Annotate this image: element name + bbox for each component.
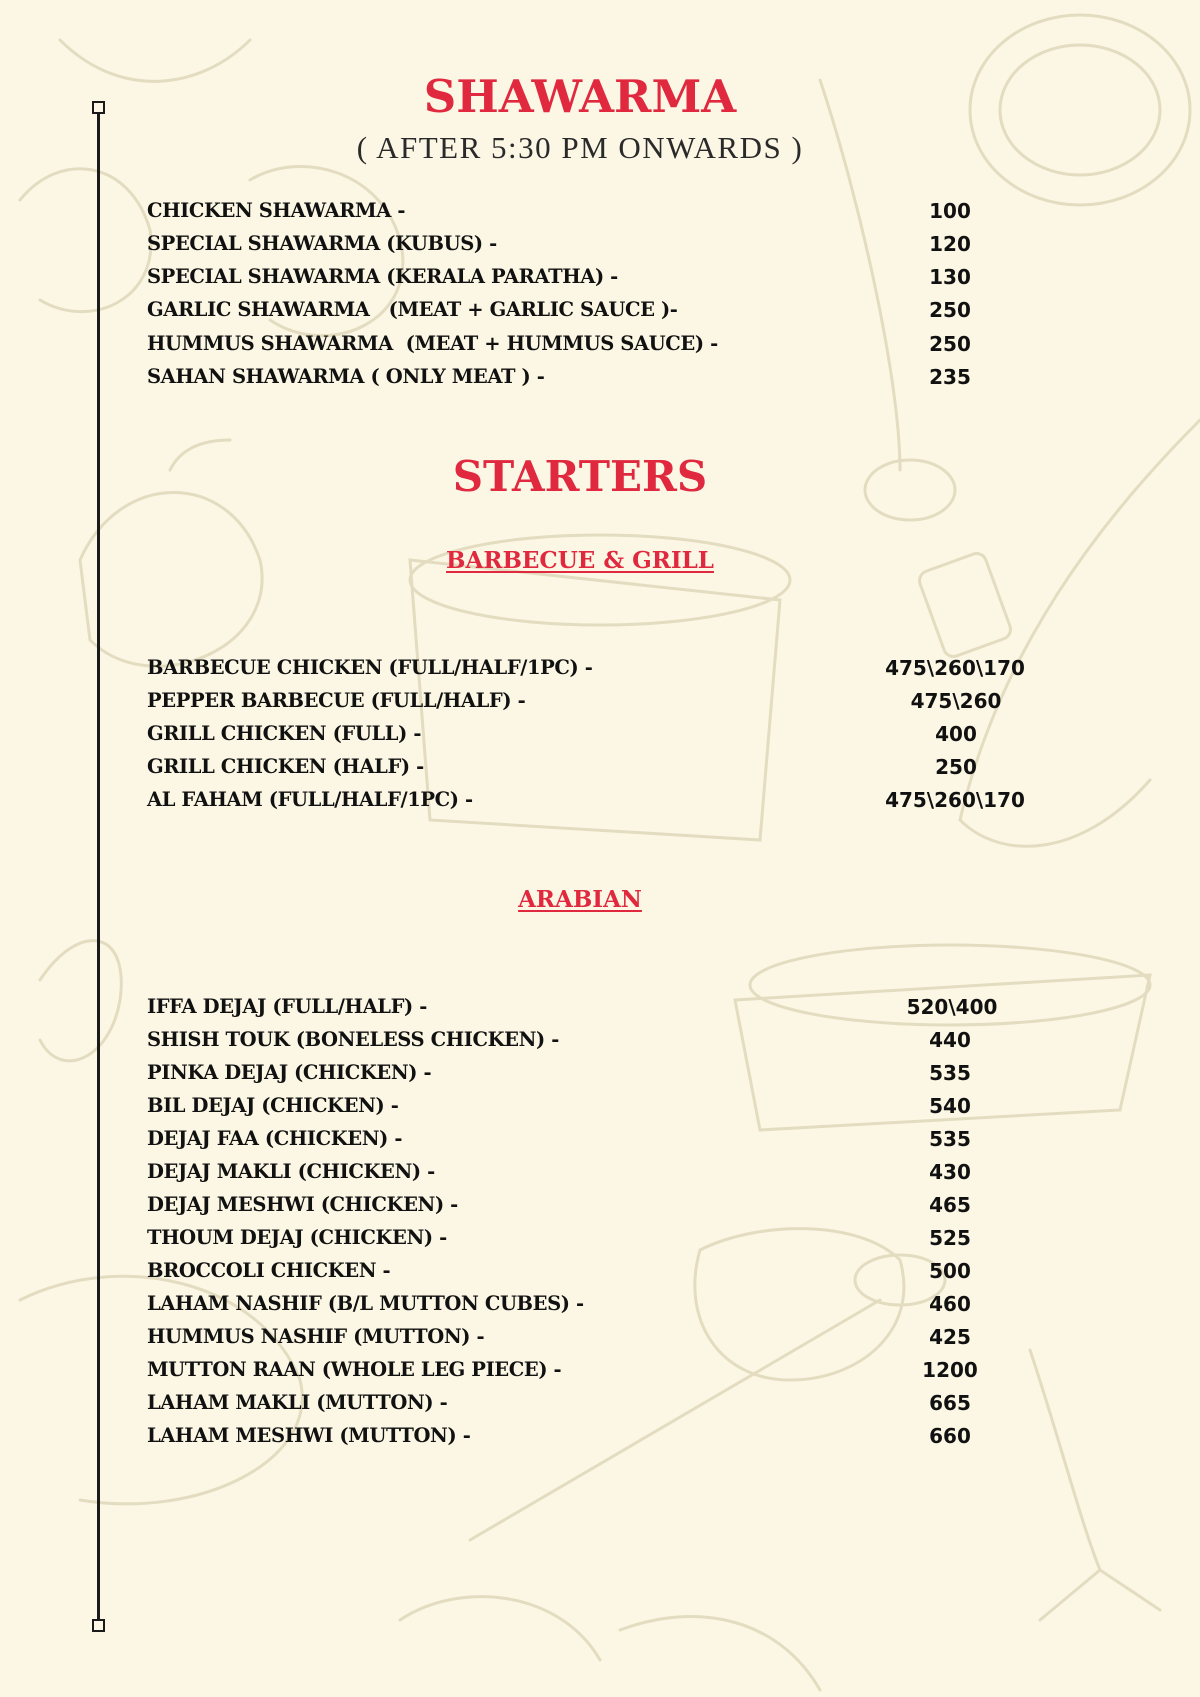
menu-item [0, 332, 1200, 365]
menu-item-price: 475\260\170 [885, 656, 1025, 680]
menu-item [0, 1226, 1200, 1259]
menu-item-name: GARLIC SHAWARMA (MEAT + GARLIC SAUCE )- [147, 298, 678, 321]
menu-item [0, 1325, 1200, 1358]
menu-item-name: PEPPER BARBECUE (FULL/HALF) - [147, 689, 526, 712]
menu-item-name: HUMMUS SHAWARMA (MEAT + HUMMUS SAUCE) - [147, 332, 718, 355]
menu-item [0, 995, 1200, 1028]
shawarma-subtitle: ( AFTER 5:30 PM ONWARDS ) [356, 130, 804, 165]
menu-item-price: 430 [929, 1160, 971, 1184]
menu-item-price: 440 [929, 1028, 971, 1052]
menu-item-name: IFFA DEJAJ (FULL/HALF) - [147, 995, 427, 1018]
menu-item-price: 525 [929, 1226, 971, 1250]
menu-item-name: AL FAHAM (FULL/HALF/1PC) - [147, 788, 473, 811]
shawarma-title: SHAWARMA [423, 70, 737, 123]
menu-item-name: DEJAJ MESHWI (CHICKEN) - [147, 1193, 458, 1216]
menu-item [0, 199, 1200, 232]
menu-item-price: 535 [929, 1127, 971, 1151]
menu-item-price: 665 [929, 1391, 971, 1415]
menu-item [0, 1193, 1200, 1226]
menu-item-name: LAHAM MAKLI (MUTTON) - [147, 1391, 448, 1414]
arabian-heading: ARABIAN [518, 886, 642, 913]
menu-item-name: PINKA DEJAJ (CHICKEN) - [147, 1061, 432, 1084]
menu-item-name: DEJAJ MAKLI (CHICKEN) - [147, 1160, 435, 1183]
barbecue-grill-heading: BARBECUE & GRILL [446, 547, 714, 574]
menu-item [0, 1424, 1200, 1457]
menu-item [0, 265, 1200, 298]
menu-item [0, 298, 1200, 331]
menu-item-price: 475\260 [910, 689, 1002, 713]
menu-item-name: LAHAM MESHWI (MUTTON) - [147, 1424, 471, 1447]
menu-item [0, 365, 1200, 398]
menu-item-price: 100 [929, 199, 971, 223]
menu-item-name: LAHAM NASHIF (B/L MUTTON CUBES) - [147, 1292, 584, 1315]
menu-item-price: 250 [929, 298, 971, 322]
menu-item-price: 235 [929, 365, 971, 389]
menu-item-name: GRILL CHICKEN (FULL) - [147, 722, 422, 745]
menu-item [0, 1391, 1200, 1424]
menu-item [0, 788, 1200, 821]
menu-item-price: 1200 [922, 1358, 978, 1382]
menu-item [0, 1127, 1200, 1160]
menu-item [0, 722, 1200, 755]
menu-item [0, 232, 1200, 265]
menu-item-name: SPECIAL SHAWARMA (KERALA PARATHA) - [147, 265, 618, 288]
menu-item-name: SHISH TOUK (BONELESS CHICKEN) - [147, 1028, 559, 1051]
menu-item-price: 465 [929, 1193, 971, 1217]
menu-item [0, 1061, 1200, 1094]
divider-cap-bottom [92, 1619, 105, 1632]
menu-item [0, 1160, 1200, 1193]
menu-item [0, 689, 1200, 722]
menu-item [0, 1358, 1200, 1391]
menu-item [0, 755, 1200, 788]
menu-item-name: BARBECUE CHICKEN (FULL/HALF/1PC) - [147, 656, 593, 679]
menu-item-name: SPECIAL SHAWARMA (KUBUS) - [147, 232, 497, 255]
menu-item-price: 460 [929, 1292, 971, 1316]
menu-item-name: CHICKEN SHAWARMA - [147, 199, 406, 222]
menu-item-price: 425 [929, 1325, 971, 1349]
menu-item-name: BROCCOLI CHICKEN - [147, 1259, 391, 1282]
menu-item-price: 535 [929, 1061, 971, 1085]
menu-item-price: 540 [929, 1094, 971, 1118]
menu-item-price: 400 [935, 722, 977, 746]
starters-title: STARTERS [452, 452, 708, 501]
menu-item-price: 120 [929, 232, 971, 256]
menu-item-name: BIL DEJAJ (CHICKEN) - [147, 1094, 399, 1117]
menu-item-price: 250 [935, 755, 977, 779]
menu-item-name: HUMMUS NASHIF (MUTTON) - [147, 1325, 485, 1348]
menu-item-name: GRILL CHICKEN (HALF) - [147, 755, 424, 778]
menu-item [0, 1028, 1200, 1061]
menu-item-price: 475\260\170 [885, 788, 1025, 812]
menu-item [0, 1094, 1200, 1127]
menu-item-price: 500 [929, 1259, 971, 1283]
menu-item-name: DEJAJ FAA (CHICKEN) - [147, 1127, 403, 1150]
menu-item-price: 520\400 [906, 995, 998, 1019]
menu-item-price: 130 [929, 265, 971, 289]
menu-item [0, 656, 1200, 689]
menu-item-name: SAHAN SHAWARMA ( ONLY MEAT ) - [147, 365, 545, 388]
menu-item [0, 1259, 1200, 1292]
menu-item [0, 1292, 1200, 1325]
menu-item-price: 250 [929, 332, 971, 356]
menu-item-name: THOUM DEJAJ (CHICKEN) - [147, 1226, 447, 1249]
menu-item-price: 660 [929, 1424, 971, 1448]
menu-item-name: MUTTON RAAN (WHOLE LEG PIECE) - [147, 1358, 562, 1381]
